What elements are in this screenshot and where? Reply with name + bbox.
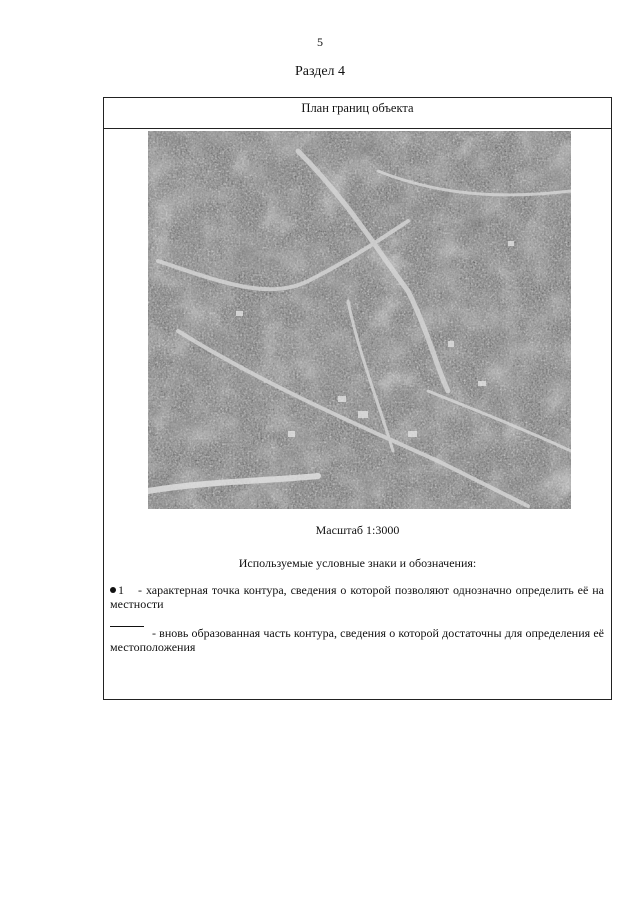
legend-title: Используемые условные знаки и обозначения: [238, 556, 477, 570]
point-marker-icon [110, 587, 116, 593]
legend-item-point [110, 583, 604, 611]
page-number: 5 [317, 35, 323, 49]
plan-frame [103, 97, 612, 700]
aerial-photo [148, 131, 571, 509]
legend-item-line [110, 626, 604, 654]
map-scale: Масштаб 1:3000 [315, 523, 400, 537]
section-title: Раздел 4 [294, 64, 346, 79]
point-number: 1 [118, 583, 124, 597]
boundary-line-icon [110, 626, 144, 627]
line-description: - вновь образованная часть контура, сведения о которой достаточны для определения её местоположения [110, 626, 604, 654]
plan-header: План границ объекта [104, 98, 611, 129]
point-description: - характерная точка контура, сведения о которой позволяют однозначно определить её на местности [110, 583, 604, 611]
